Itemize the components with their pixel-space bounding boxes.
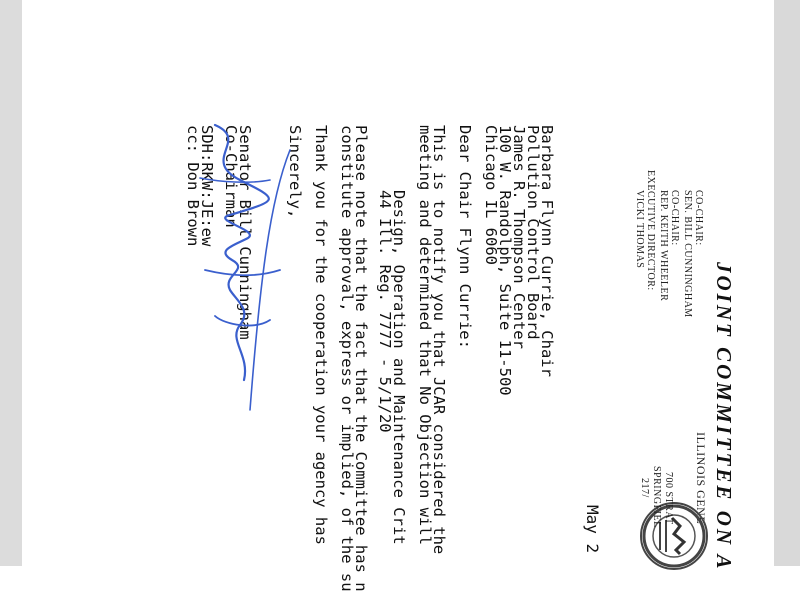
letter-date: May 2 [583,505,602,554]
recipient-line-3: James R. Thompson Center [510,125,528,349]
signer-title: Co-Chairman [222,125,240,228]
address-phone: 217/ [639,478,650,498]
handwritten-signature [190,120,310,420]
co-chair-name: SEN. BILL CUNNINGHAM [682,190,693,318]
paragraph-3: Thank you for the cooperation your agency has [312,125,330,545]
recipient-line-5: Chicago IL 6060 [482,125,500,265]
letterhead-subtitle: ILLINOIS GENE [694,432,708,525]
recipient-line-1: Barbara Flynn Currie, Chair [538,125,556,377]
scan-edge-left [0,0,22,566]
paragraph-2-line-2: constitute approval, express or implied, of the su [338,125,356,592]
co-chair-label: CO-CHAIR: [693,190,704,246]
scan-edge-right [774,0,800,566]
address-street: 700 STRAT [663,472,674,525]
reference-initials: SDH:RKW:JE:ew [198,125,216,247]
paragraph-1-line-1: This is to notify you that JCAR considered the [430,125,448,555]
letter-page [184,0,750,592]
address-city: SPRINGFIEL [651,466,662,528]
executive-director-name: VICKI THOMAS [634,190,645,269]
recipient-line-2: Pollution Control Board [524,125,542,340]
rule-citation: 44 Ill. Reg. 7777 - 5/1/20 [376,190,394,433]
co-chair2-label: CO-CHAIR: [669,190,680,246]
closing-sincerely: Sincerely, [286,125,304,219]
paragraph-2-line-1: Please note that the fact that the Committee has n [352,125,370,592]
letterhead-title: JOINT COMMITTEE ON A [712,262,736,572]
cc-line: cc: Don Brown [184,125,202,247]
co-chair2-name: REP. KEITH WHEELER [658,190,669,302]
recipient-line-4: 100 W. Randolph, Suite 11-500 [496,125,514,396]
paragraph-1-line-2: meeting and determined that No Objection will [416,125,434,545]
executive-director-label: EXECUTIVE DIRECTOR: [645,170,656,291]
rule-title: Design, Operation and Maintenance Crit [390,190,408,545]
signer-name: Senator Bill Cunningham [236,125,254,340]
salutation: Dear Chair Flynn Currie: [456,125,474,349]
